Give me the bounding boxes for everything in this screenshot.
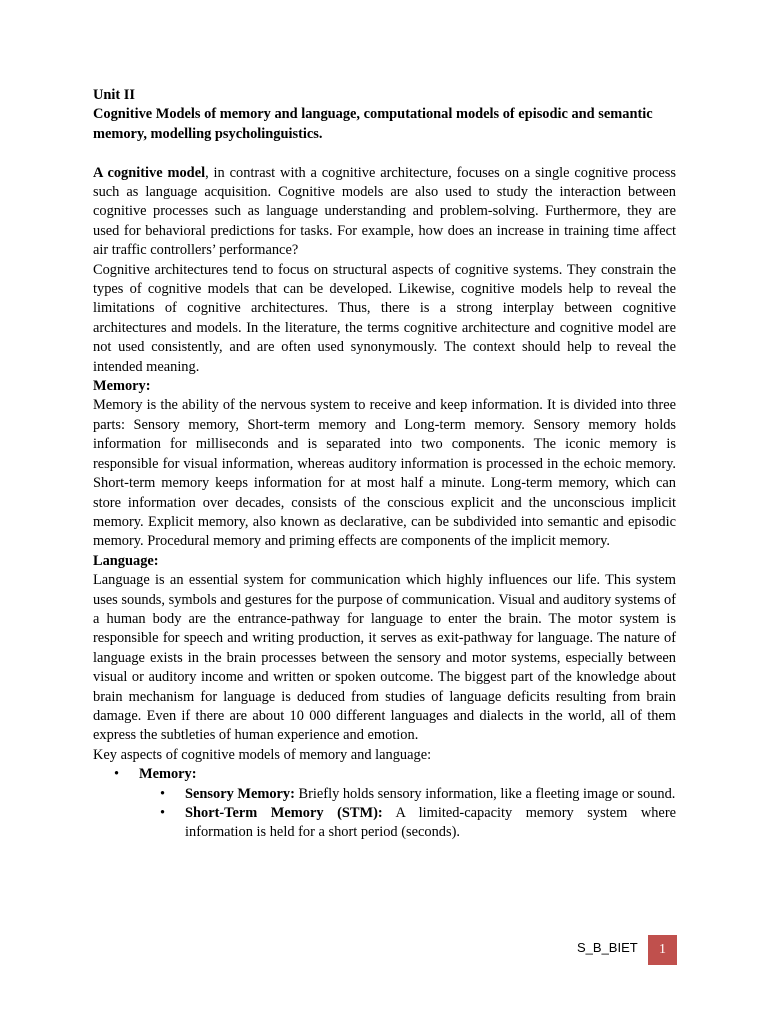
list-item (93, 785, 676, 804)
memory-sublist (139, 785, 676, 843)
list-memory-label: Memory: (139, 766, 197, 783)
unit-heading: Unit II (93, 87, 135, 103)
memory-paragraph: Memory is the ability of the nervous system to receive and keep information. It is divided into three parts: Sensory memory, Short-term memory and Long-term memory. Sensory memory holds information for milliseconds and is separated into two components. The iconic memory is responsible for visual information, whereas auditory information is processed in the echoic memory. Short-term memory keeps information for at most half a minute. Long-term memory, which can store information over decades, consists of the conscious explicit and the unconscious implicit memory. Explicit memory, also known as declarative, can be subdivided into semantic and episodic memory. Procedural memory and priming effects are components of the implicit memory. (93, 397, 676, 550)
aspects-list (93, 765, 676, 843)
unit-subtitle: Cognitive Models of memory and language, computational models of episodic and semantic memory, modelling psycholinguistics. (93, 106, 653, 142)
sensory-memory-text: Briefly holds sensory information, like a fleeting image or sound. (294, 785, 676, 802)
intro-text: , in contrast with a cognitive architecture, focuses on a single cognitive process such as language acquisition. Cognitive models are also used to study the interaction between cognitive processes such as language understanding and problem-solving. Furthermore, they are used for behavioral predictions for tasks. For example, how does an increase in training time affect air traffic controllers’ performance? (93, 164, 676, 259)
sensory-memory-term: Sensory Memory: (185, 785, 295, 802)
bullet-icon: • (160, 785, 166, 802)
bullet-icon: • (114, 766, 120, 783)
language-paragraph: Language is an essential system for communication which highly influences our life. This system uses sounds, symbols and gestures for the purpose of communication. Visual and auditory systems of a human body are the entrance-pathway for language to enter the brain. The motor system is responsible for speech and writing production, it serves as exit-pathway for language. The nature of language exists in the brain processes between the sensory and motor systems, especially between visual or auditory income and written or spoken outcome. The biggest part of the knowledge about brain mechanism for language is deduced from studies of language deficits resulting from brain damage. Even if there are about 10 000 different languages and dialects in the world, all of them express the subtleties of human experience and emotion. (93, 572, 676, 744)
bullet-icon: • (160, 805, 166, 822)
page-number: 1 (648, 935, 677, 965)
stm-text: A limited-capacity memory system where information is held for a short period (seconds). (185, 805, 676, 841)
intro-term: A cognitive model (93, 164, 206, 181)
architectures-paragraph: Cognitive architectures tend to focus on structural aspects of cognitive systems. They constrain the types of cognitive models that can be developed. Likewise, cognitive models help to reveal the limitations of cognitive architectures. Thus, there is a strong interplay between cognitive architectures and models. In the literature, the terms cognitive architecture and cognitive model are not used consistently, and are often used synonymously. The context should help to reveal the intended meaning. (93, 261, 676, 375)
memory-heading: Memory: (93, 378, 151, 395)
intro-paragraph (93, 164, 676, 261)
stm-term: Short-Term Memory (STM): (185, 805, 383, 822)
key-aspects-line: Key aspects of cognitive models of memory and language: (93, 746, 432, 763)
list-item (93, 804, 676, 843)
document-body (93, 86, 676, 843)
list-item (93, 765, 676, 843)
language-heading: Language: (93, 552, 159, 569)
footer-label: S_B_BIET (577, 940, 638, 955)
